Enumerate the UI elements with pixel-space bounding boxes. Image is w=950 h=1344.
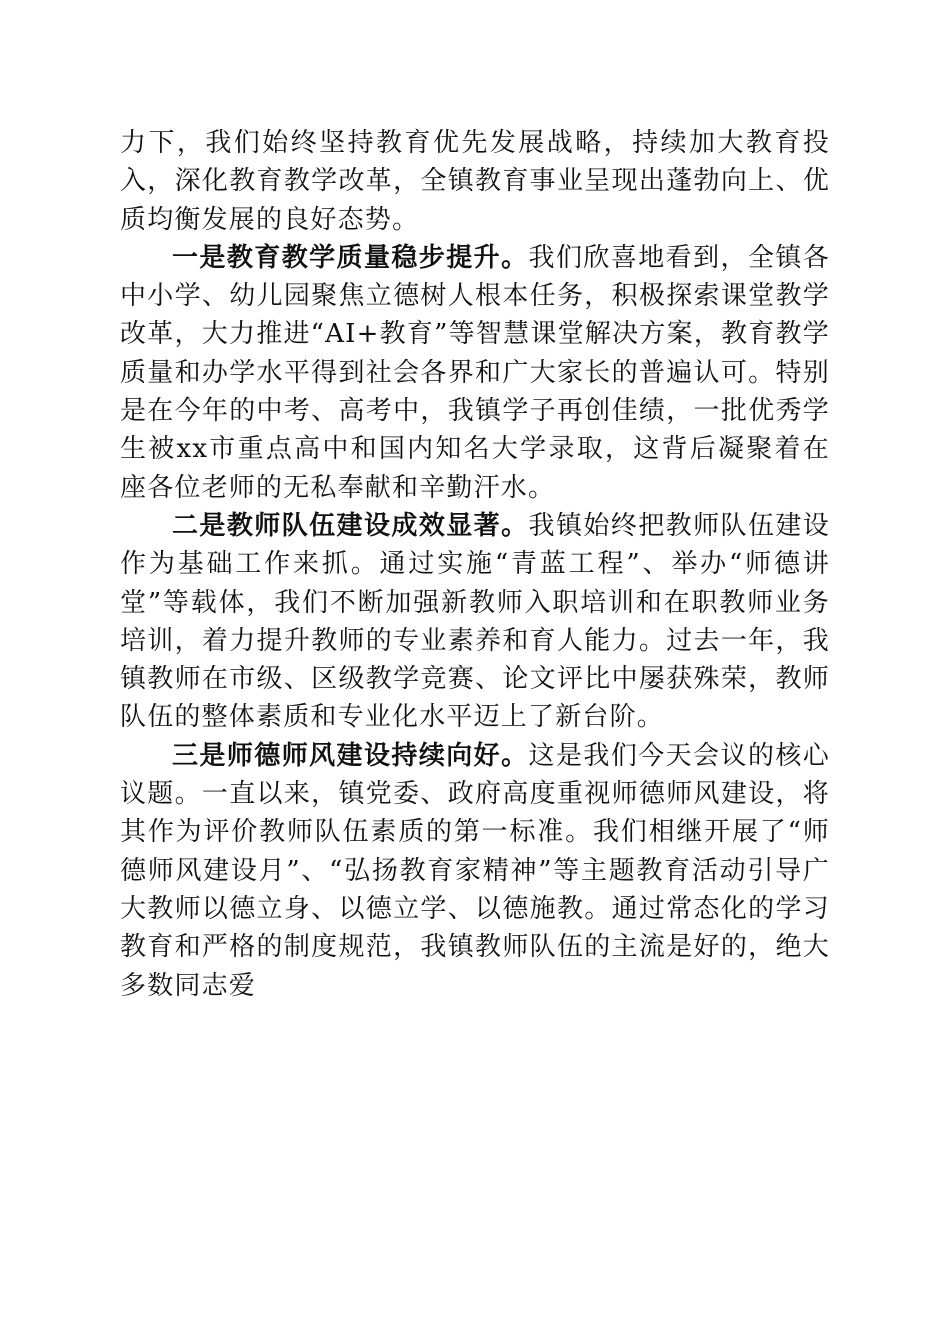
paragraph-lead: 三是师德师风建设持续向好。 <box>172 740 529 771</box>
paragraph-lead: 一是教育教学质量稳步提升。 <box>172 242 529 273</box>
paragraph-continuation <box>120 124 830 239</box>
paragraph-lead: 二是教师队伍建设成效显著。 <box>172 510 529 541</box>
paragraph-text: 力下，我们始终坚持教育优先发展战略，持续加大教育投入，深化教育教学改革，全镇教育事业呈现出蓬勃向上、优质均衡发展的良好态势。 <box>120 128 830 235</box>
document-body <box>120 124 830 1005</box>
paragraph-teacher-ethics <box>120 737 830 1005</box>
paragraph-teaching-quality <box>120 239 830 507</box>
paragraph-text: 我们欣喜地看到，全镇各中小学、幼儿园聚焦立德树人根本任务，积极探索课堂教学改革，大力推进“AI+教育”等智慧课堂解决方案，教育教学质量和办学水平得到社会各界和广大家长的普遍认可。特别是在今年的中考、高考中，我镇学子再创佳绩，一批优秀学生被xx市重点高中和国内知名大学录取，这背后凝聚着在座各位老师的无私奉献和辛勤汗水。 <box>120 242 831 503</box>
paragraph-text: 我镇始终把教师队伍建设作为基础工作来抓。通过实施“青蓝工程”、举办“师德讲堂”等载体，我们不断加强新教师入职培训和在职教师业务培训，着力提升教师的专业素养和育人能力。过去一年，我镇教师在市级、区级教学竞赛、论文评比中屡获殊荣，教师队伍的整体素质和专业化水平迈上了新台阶。 <box>120 510 831 733</box>
paragraph-teacher-team <box>120 507 830 737</box>
paragraph-text: 这是我们今天会议的核心议题。一直以来，镇党委、政府高度重视师德师风建设，将其作为评价教师队伍素质的第一标准。我们相继开展了“师德师风建设月”、“弘扬教育家精神”等主题教育活动引导广大教师以德立身、以德立学、以德施教。通过常态化的学习教育和严格的制度规范，我镇教师队伍的主流是好的，绝大多数同志爱 <box>120 740 831 1001</box>
